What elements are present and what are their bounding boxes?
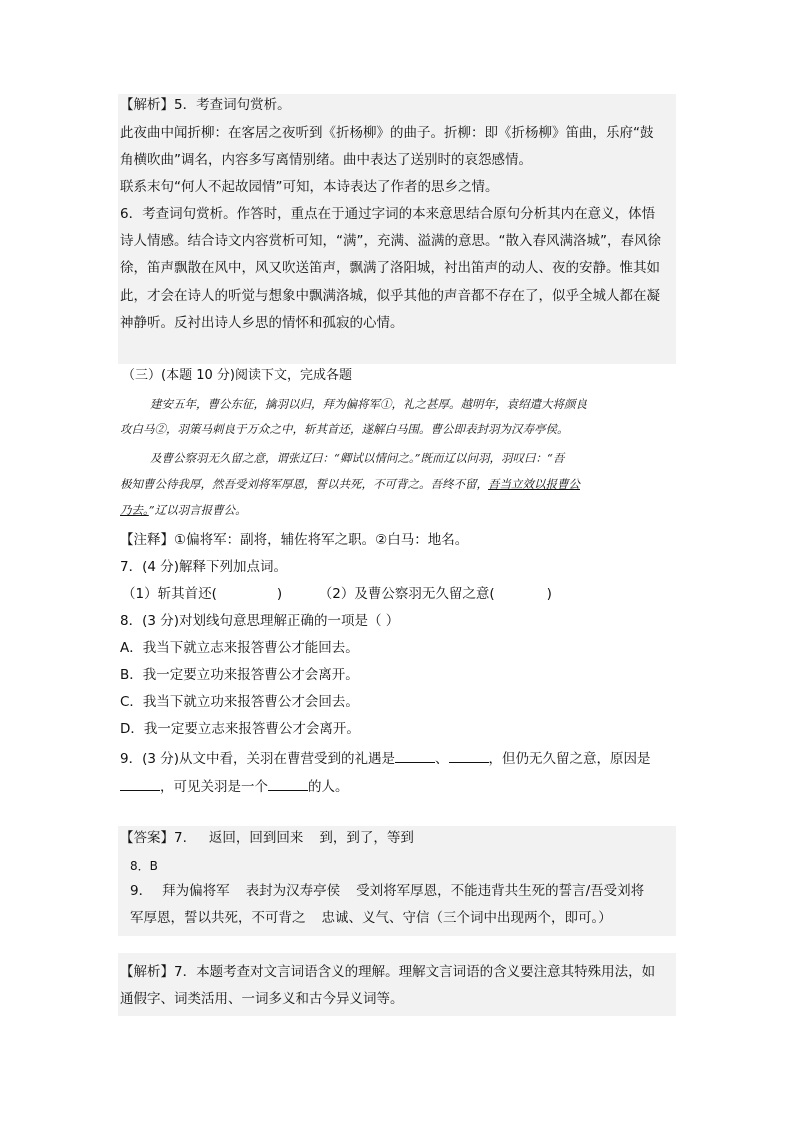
option-d: D．我一定要立志来报答曹公才会离开。: [120, 721, 360, 737]
analysis-1-line-1: 【解析】5．考查词句赏析。: [120, 97, 291, 113]
q7-item-1-close: ): [276, 586, 283, 602]
analysis-1-line-2: 此夜曲中闻折柳：在客居之夜听到《折杨柳》的曲子。折柳：即《折杨柳》笛曲，乐府“鼓: [120, 125, 654, 141]
analysis-2-line-2: 通假字、词类活用、一词多义和古今异义词等。: [120, 991, 404, 1007]
question-9: [120, 748, 651, 769]
q9-text-d: 的人。: [308, 779, 349, 795]
analysis-1-line-7: 徐，笛声飘散在风中，风又吹送笛声，飘满了洛阳城，衬出笛声的动人、夜的安静。惟其如: [120, 260, 660, 276]
answer-label: 【答案】7.: [120, 830, 187, 846]
passage-line-4: [120, 476, 580, 492]
passage-line-5: [120, 502, 247, 518]
answer-line-2: 8．B: [130, 859, 158, 873]
passage-text: 极知曹公待我厚，然吾受刘将军厚恩，誓以共死，不可背之。吾终不留，: [120, 477, 488, 491]
underlined-sentence-end: 乃去。: [120, 503, 149, 517]
answer-blank: [449, 748, 489, 763]
question-8: 8．(3 分)对划线句意思理解正确的一项是（ ）: [120, 613, 400, 629]
passage-line-2: 攻白马②，羽策马刺良于万众之中，斩其首还，遂解白马围。曹公即表封羽为汉寿亭侯。: [120, 422, 569, 436]
passage-text-end: ”辽以羽言报曹公。: [148, 503, 247, 517]
question-7-items: [122, 584, 552, 604]
answer-9-3-cont: 军厚恩，誓以共死，不可背之: [130, 910, 306, 926]
analysis-1-line-9: 神静听。反衬出诗人乡思的情怀和孤寂的心情。: [120, 315, 404, 331]
analysis-1-line-8: 此，才会在诗人的听觉与想象中飘满洛城，似乎其他的声音都不存在了，似乎全城人都在凝: [120, 288, 660, 304]
answer-9-4: 忠诚、义气、守信（三个词中出现两个，即可。）: [321, 910, 612, 926]
q7-item-2-close: ): [546, 586, 552, 602]
underlined-sentence: 吾当立效以报曹公: [488, 477, 580, 491]
answer-blank: [268, 776, 308, 791]
analysis-1-line-6: 诗人情感。结合诗文内容赏析可知，“满”，充满、溢满的意思。“散入春风满洛城”，春风徐: [120, 233, 661, 249]
analysis-1-line-3: 角横吹曲”调名，内容多写离情别绪。曲中表达了送别时的哀怨感情。: [120, 152, 532, 168]
answer-line-1: [120, 828, 414, 848]
q7-item-1: （1）斩其首还(: [122, 586, 217, 602]
q9-text-c: ，可见关羽是一个: [160, 779, 268, 795]
q9-text-a: 9．(3 分)从文中看，关羽在曹营受到的礼遇是: [120, 751, 396, 767]
option-c: C．我当下就立功来报答曹公才会回去。: [120, 694, 359, 710]
answer-line-3: [130, 881, 644, 901]
passage-line-3: 及曹公察羽无久留之意，谓张辽曰：“卿试以情问之。”既而辽以问羽，羽叹曰：“吾: [150, 451, 565, 465]
option-a: A．我当下就立志来报答曹公才能回去。: [120, 640, 359, 656]
note: 【注释】①偏将军：副将，辅佐将军之职。②白马：地名。: [120, 532, 469, 548]
passage-line-1: 建安五年，曹公东征，擒羽以归，拜为偏将军①，礼之甚厚。越明年，袁绍遣大将颜良: [150, 397, 587, 411]
answer-9-2: 表封为汉寿亭侯: [245, 883, 341, 899]
question-9-cont: [120, 776, 349, 797]
answer-7-1: 返回，回到回来: [208, 830, 304, 846]
analysis-1-line-5: 6．考查词句赏析。作答时，重点在于通过字词的本来意思结合原句分析其内在意义，体悟: [120, 206, 656, 222]
option-b: B．我一定要立功来报答曹公才会离开。: [120, 667, 359, 683]
q7-item-2: （2）及曹公察羽无久留之意(: [318, 586, 495, 602]
answer-9-3: 受刘将军厚恩，不能违背共生死的誓言/吾受刘将: [356, 883, 645, 899]
q9-text-b: ，但仍无久留之意，原因是: [488, 751, 651, 767]
answer-9-1: 拜为偏将军: [162, 883, 230, 899]
q9-separator: 、: [435, 751, 449, 767]
answer-blank: [120, 776, 160, 791]
answer-line-4: [130, 908, 612, 928]
question-7: 7．(4 分)解释下列加点词。: [120, 559, 288, 575]
answer-7-2: 到，到了，等到: [319, 830, 414, 846]
answer-9-label: 9．: [130, 883, 153, 899]
analysis-1-line-4: 联系末句“何人不起故园情”可知，本诗表达了作者的思乡之情。: [120, 179, 499, 195]
answer-blank: [395, 748, 435, 763]
analysis-2-line-1: 【解析】7．本题考查对文言词语含义的理解。理解文言词语的含义要注意其特殊用法，如: [120, 964, 656, 980]
section-heading: （三）(本题 10 分)阅读下文，完成各题: [122, 368, 352, 383]
